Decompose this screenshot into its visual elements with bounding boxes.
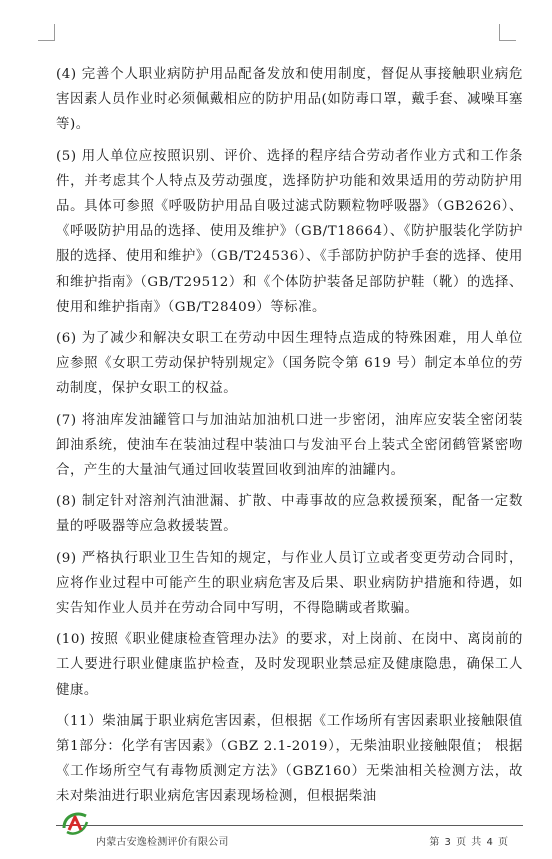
paragraph-6: (6) 为了减少和解决女职工在劳动中因生理特点造成的特殊困难，用人单位应参照《女职工劳动保护特别规定》（国务院令第 619 号）制定本单位的劳动制度，保护女职工的权益。	[56, 331, 523, 397]
crop-mark-top-right	[499, 24, 516, 41]
company-logo-icon	[60, 808, 90, 838]
paragraph-11: （11）柴油属于职业病危害因素，但根据《工作场所有害因素职业接触限值第1部分：化学有害因素》（GBZ 2.1-2019），无柴油职业接触限值； 根据《工作场所空气有毒物质测定方法》（GBZ160）无柴油相关检测方法，故未对柴油进行职业病危害因素现场检测，但根据柴油	[56, 713, 523, 805]
company-name: 内蒙古安逸检测评价有限公司	[96, 837, 229, 848]
paragraph-5: (5) 用人单位应按照识别、评价、选择的程序结合劳动者作业方式和工作条件，并考虑其个人特点及劳动强度，选择防护功能和效果适用的劳动防护用品。具体可参照《呼吸防护用品自吸过滤式防颗粒物呼吸器》（GB2626）、《呼吸防护用品的选择、使用及维护》（GB/T18664）、《防护服装化学防护服的选择、使用和维护》（GB/T24536）、《手部防护防护手套的选择、使用和维护指南》（GB/T29512）和《个体防护装备足部防护鞋（靴）的选择、使用和维护指南》（GB/T28409）等标准。	[56, 148, 523, 315]
paragraph-8: (8) 制定针对溶剂汽油泄漏、扩散、中毒事故的应急救援预案，配备一定数量的呼吸器等应急救援装置。	[56, 494, 523, 535]
paragraph-9: (9) 严格执行职业卫生告知的规定，与作业人员订立或者变更劳动合同时，应将作业过程中可能产生的职业病危害及后果、职业病防护措施和待遇，如实告知作业人员并在劳动合同中写明，不得隐瞒或者欺骗。	[56, 550, 523, 617]
paragraph-10: (10) 按照《职业健康检查管理办法》的要求，对上岗前、在岗中、离岗前的工人要进行职业健康监护检查，及时发现职业禁忌症及健康隐患，确保工人健康。	[56, 632, 523, 698]
paragraph-4: (4) 完善个人职业病防护用品配备发放和使用制度，督促从事接触职业病危害因素人员作业时必须佩戴相应的防护用品(如防毒口罩，戴手套、减噪耳塞等)。	[56, 67, 523, 133]
body-text	[56, 62, 523, 816]
page-footer	[56, 826, 523, 850]
paragraph-7: (7) 将油库发油罐管口与加油站加油机口进一步密闭，油库应安装全密闭装卸油系统，使油车在装油过程中装油口与发油平台上装式全密闭鹤管紧密吻合，产生的大量油气通过回收装置回收到油库的油罐内。	[56, 412, 523, 479]
crop-mark-top-left	[38, 24, 55, 41]
page-number: 第 3 页 共 4 页	[429, 837, 509, 848]
